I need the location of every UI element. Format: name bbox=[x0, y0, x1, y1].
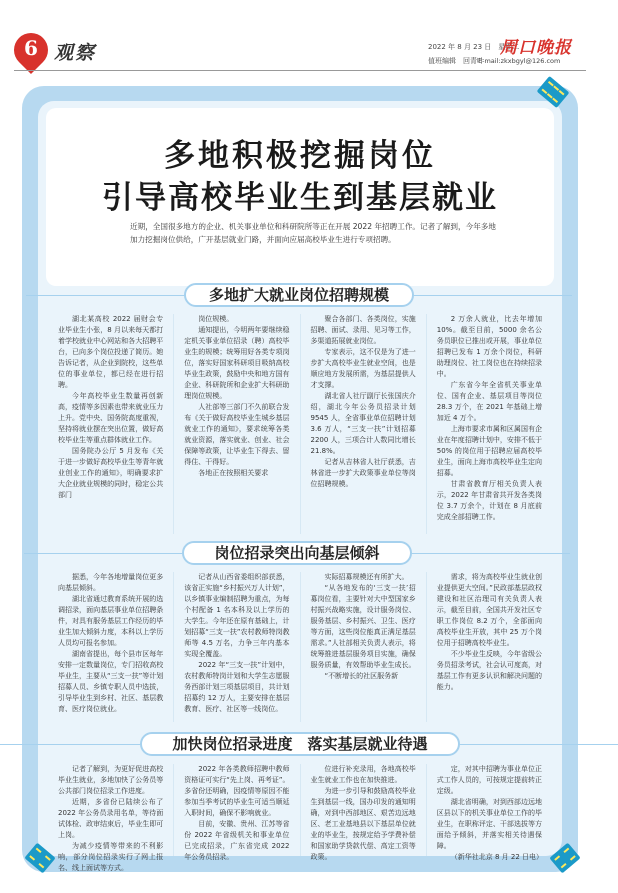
column-separator bbox=[300, 764, 301, 856]
paragraph: 需求，将为高校毕业生就业创业提供更大空间。”民政部基层政权建设和社区治理司有关负责人表示，截至目前，全国共开发社区专职工作岗位 8.2 万个，全部面向高校毕业生开放，其中 25 万个岗位用于招聘高校毕业生。 bbox=[436, 573, 542, 647]
paragraph: 湖南省提出，每个县市区每年安排一定数量岗位，专门招收高校毕业生，主要从“三支一扶”等计划招募人员、乡镇专职人员中选拔，引导毕业生到乡村、社区、基层教育、医疗岗位就业。 bbox=[58, 650, 164, 713]
paragraph: 今年高校毕业生数量再创新高，疫情等多因素也带来就业压力上升。党中央、国务院高度重视，坚持将就业摆在突出位置，做好高校毕业生等重点群体就业工作。 bbox=[58, 392, 164, 444]
article-lead: 近期，全国很多地方的企业、机关事业单位和科研院所等正在开展 2022 年招聘工作。记者了解到，今年多地加力挖掘岗位供给，广开基层就业门路，并面向应届高校毕业生进行专项招聘。 bbox=[130, 222, 496, 244]
text-column bbox=[436, 764, 544, 861]
text-column bbox=[58, 572, 163, 722]
text-column bbox=[184, 764, 290, 861]
paragraph: 记者从吉林省人社厅获悉，吉林省进一步扩大政策事业单位等岗位招聘规模。 bbox=[310, 458, 416, 488]
paragraph: 湖北省明确，对到西部边远地区县以下的机关事业单位工作的毕业生，在职称评定、干部选拔等方面给予倾斜，并落实相关待遇保障。 bbox=[436, 798, 542, 850]
paragraph: 为减少疫情等带来的不利影响，部分岗位招录实行了网上报名、线上面试等方式。 bbox=[58, 842, 164, 872]
paragraph: 定，对其中招聘为事业单位正式工作人员的，可按规定提前转正定级。 bbox=[436, 765, 542, 795]
text-column bbox=[184, 314, 289, 534]
paragraph: 位进行补充录用，各地高校毕业生就业工作也在加快推进。 bbox=[310, 765, 416, 784]
paragraph: 近期，多省份已陆续公布了 2022 年公务员录用名单，等待面试体检、政审结束后，毕业生即可上岗。 bbox=[58, 798, 164, 839]
paragraph: 2 万余人就业，比去年增加 10%。截至目前，5000 余名公务员职位已推出或开展，事业单位招聘已发布 1 万余个岗位，科研助理岗位、社工岗位也在持续招录中。 bbox=[436, 315, 542, 378]
paragraph: 不少毕业生反映，今年省级公务员招录考试，社会认可度高，对基层工作有更多认识和解决问题的能力。 bbox=[436, 650, 542, 691]
text-column bbox=[58, 764, 164, 872]
paragraph: 湖北省通过教育系统开展的选调招录，面向基层事业单位招聘条件，对具有服务基层工作经历的毕业生加大倾斜力度，本科以上学历人员均可报名参加。 bbox=[58, 595, 164, 647]
paragraph: 据悉，今年各地增量岗位更多向基层倾斜。 bbox=[58, 573, 164, 592]
paragraph: 实际招募规模还有所扩大。 bbox=[324, 573, 409, 581]
issue-date: 2022 年 8 月 23 日 星期二 bbox=[428, 43, 520, 51]
newspaper-logo: 周口晚报 bbox=[500, 38, 572, 58]
paragraph: 湖北某高校 2022 届财会专业毕业生小张，8 月以来每天都打着学校就业中心网站和各大招聘平台，已向多个岗位投递了简历。她告诉记者，从企业到院校，这些单位的事业单位，都已经在进行招聘。 bbox=[58, 315, 164, 389]
text-column bbox=[58, 314, 163, 534]
text-column bbox=[184, 572, 289, 722]
editor-email: E-mail:zkxbgyl@126.com bbox=[478, 57, 561, 65]
text-column bbox=[437, 572, 542, 722]
paragraph: 目前，安徽、贵州、江苏等省份 2022 年省级机关和事业单位已完成招录，广东省完成 2022 年公务员招录。 bbox=[184, 820, 290, 861]
paragraph: 人社部等三部门不久前联合发布《关于做好高校毕业生城乡基层就业工作的通知》，要求统筹各类就业资源，落实就业、创业、社会保障等政策，让毕业生下得去、留得住、干得好。 bbox=[184, 403, 290, 466]
column-separator bbox=[300, 572, 301, 722]
section-body-1 bbox=[58, 314, 542, 534]
text-column bbox=[311, 572, 416, 722]
paragraph: 记者从山西省委组织部获悉，该省正实施“乡村振兴万人计划”，以乡镇事业编制招聘为重点，为每个村配备 1 名本科及以上学历的大学生。今年还在原有基础上，计划招募“三支一扶”农村教师特岗教师等 4.5 万名，力争三年内基本实现全覆盖。 bbox=[184, 573, 290, 658]
paragraph: 2022 年各类教师招聘中教师资格证可实行“先上岗、再考证”。多省份还明确，因疫情等原因不能参加当季考试的毕业生可适当顺延入职时间，确保不影响就业。 bbox=[184, 765, 290, 817]
masthead bbox=[0, 0, 600, 70]
paragraph: 为进一步引导和鼓励高校毕业生到基层一线，国办印发的通知明确，对到中西部地区、艰苦边远地区、老工业基地县以下基层单位就业的毕业生，按规定给予学费补偿和国家助学贷款代偿、高定工资等政策。 bbox=[310, 787, 416, 861]
paragraph: “从各地发布的‘三支一扶’招募岗位看，主要针对大中型国家乡村振兴战略实施，设计服务岗位、服务基层、乡村振兴、卫生、医疗等方面，这些岗位能真正满足基层需求。”人社部相关负责人表示，将统筹推进基层服务项目实施，确保服务质量，有效帮助毕业生成长。 bbox=[310, 584, 416, 669]
text-column bbox=[310, 764, 416, 861]
paragraph: 国务院办公厅 5 月发布《关于进一步做好高校毕业生等青年就业创业工作的通知》，明确要求扩大企业就业规模的同时，稳定公共部门 bbox=[58, 447, 164, 499]
paragraph: 专家表示，这不仅是为了进一步扩大高校毕业生就业空间，也是顺应地方发展所需，为基层提供人才支撑。 bbox=[310, 348, 416, 389]
column-separator bbox=[173, 572, 174, 722]
column-separator bbox=[426, 764, 427, 856]
paragraph: “不断增长的社区服务新 bbox=[324, 672, 399, 680]
section-heading-1: 多地扩大就业岗位招聘规模 bbox=[184, 283, 414, 307]
paragraph: 广东省今年全省机关事业单位、国有企业、基层项目等岗位 28.3 万个，在 2021 年基础上增加近 4 万个。 bbox=[436, 381, 542, 422]
paragraph: 岗位规模。 bbox=[198, 315, 234, 323]
editor-credit: 值班编辑 回青叶 bbox=[428, 57, 484, 65]
paragraph: （新华社北京 8 月 22 日电） bbox=[450, 853, 544, 861]
column-separator bbox=[300, 314, 301, 534]
article-headline-line-2: 引导高校毕业生到基层就业 bbox=[102, 180, 498, 216]
section-body-3 bbox=[58, 764, 544, 872]
column-separator bbox=[173, 764, 174, 856]
section-heading-3: 加快岗位招录进度 落实基层就业待遇 bbox=[140, 732, 460, 756]
text-column bbox=[311, 314, 416, 534]
masthead-divider bbox=[14, 70, 586, 71]
paragraph: 通知提出，今明两年要继续稳定机关事业单位招录（聘）高校毕业生的规模；统筹用好各类专项岗位，落实好国家科研项目吸纳高校毕业生政策，鼓励中央和地方国有企业、科研院所和企业扩大科研助理岗位规模。 bbox=[184, 326, 290, 400]
paragraph: 记者了解到，为更好促进高校毕业生就业，多地加快了公务员等公共部门岗位招录工作进度。 bbox=[58, 765, 164, 795]
text-column bbox=[437, 314, 542, 534]
page-number: 6 bbox=[24, 36, 38, 60]
paragraph: 上海市要求市属和区属国有企业在年度招聘计划中，安排不低于 50% 的岗位用于招聘应届高校毕业生，面向上海市高校毕业生定向招募。 bbox=[436, 425, 542, 477]
section-heading-2: 岗位招录突出向基层倾斜 bbox=[182, 541, 412, 565]
column-separator bbox=[426, 314, 427, 534]
article-headline-line-1: 多地积极挖掘岗位 bbox=[164, 138, 436, 174]
paragraph: 聚合各部门、各类岗位，实施招聘、面试、录用、见习等工作，多渠道拓展就业岗位。 bbox=[310, 315, 416, 345]
paragraph: 2022 年“三支一扶”计划中，农村教师特岗计划和大学生志愿服务西部计划三项基层项目，共计划招募约 12 万人，主要安排在基层教育、医疗、社区等一线岗位。 bbox=[184, 661, 290, 713]
paragraph: 湖北省人社厅副厅长张国庆介绍，湖北今年公务员招录计划 9545 人，全省事业单位招聘计划 3.6 万人，“三支一扶”计划招募 2200 人，三项合计人数同比增长 21.8%。 bbox=[310, 392, 416, 455]
paragraph: 各地正在按照相关要求 bbox=[198, 469, 269, 477]
section-title: 观察 bbox=[54, 42, 97, 64]
paragraph: 甘肃省教育厅相关负责人表示，2022 年甘肃省共开发各类岗位 3.7 万余个，计划在 8 月底前完成全部招聘工作。 bbox=[436, 480, 542, 521]
column-separator bbox=[173, 314, 174, 534]
section-body-2 bbox=[58, 572, 542, 722]
column-separator bbox=[426, 572, 427, 722]
